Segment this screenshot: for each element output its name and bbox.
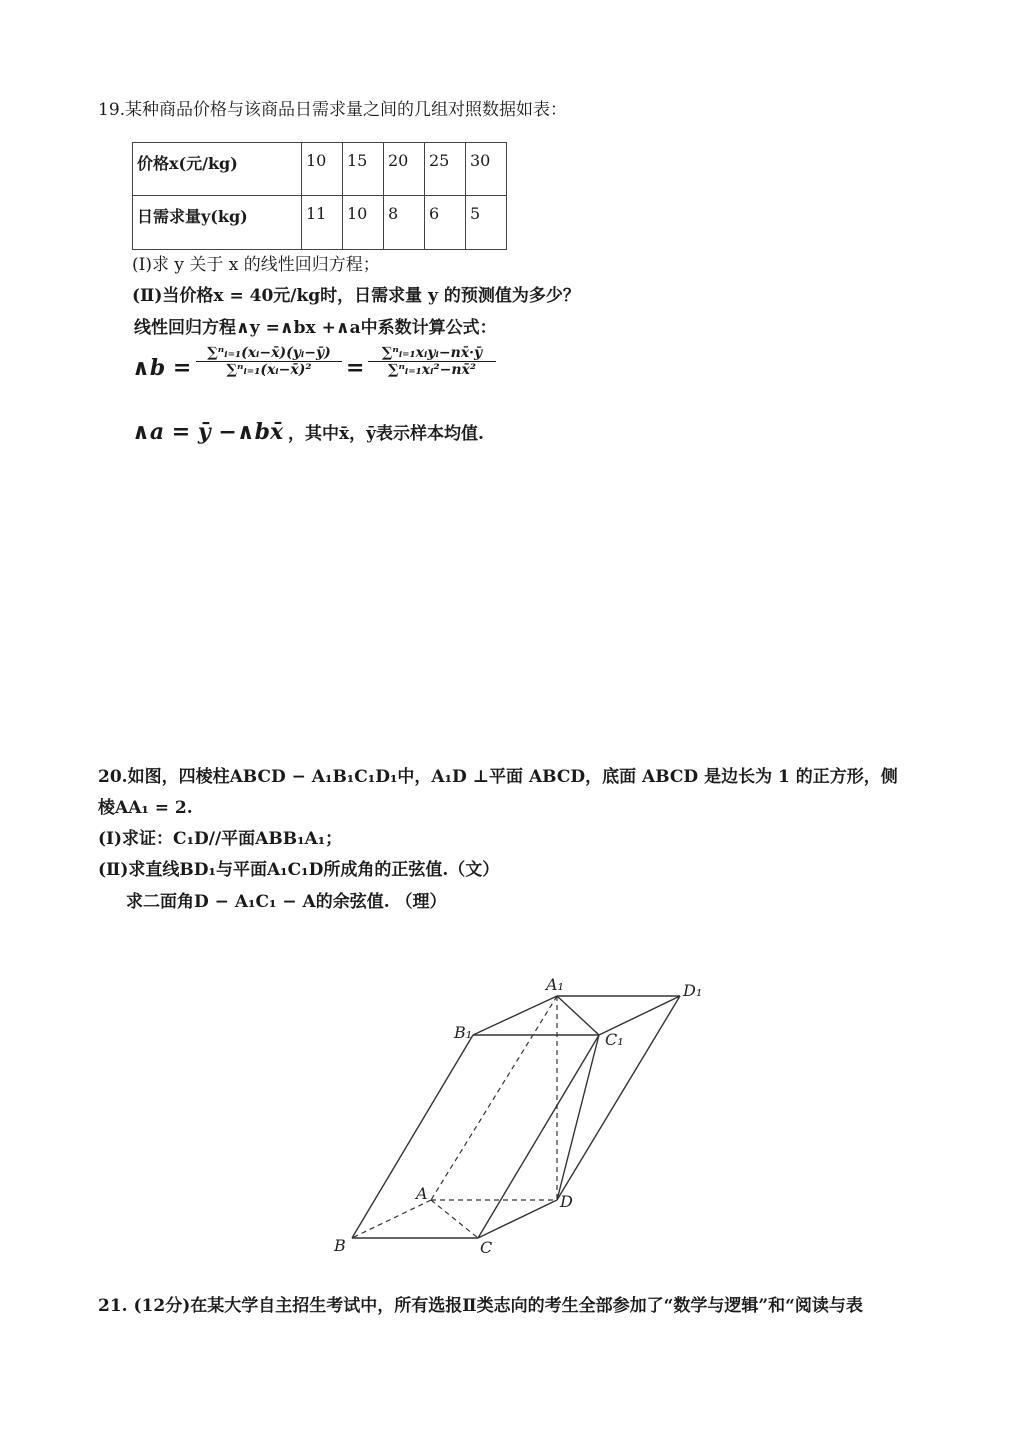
formula-a: ∧a = ȳ −∧bx̄: [132, 419, 284, 445]
q19-formula-intro: 线性回归方程∧y =∧bx +∧a中系数计算公式：: [134, 318, 497, 338]
label-a: A: [416, 1184, 428, 1203]
table-cell: 25: [425, 143, 466, 196]
q20-line1: 20.如图，四棱柱ABCD − A₁B₁C₁D₁中，A₁D ⊥平面 ABCD，底面 ABCD 是边长为 1 的正方形，侧: [98, 767, 898, 787]
label-b: B: [334, 1236, 346, 1255]
table-header-price: 价格x(元/kg): [133, 143, 302, 196]
table-cell: 10: [343, 196, 384, 250]
edge-c1c: [478, 1035, 599, 1238]
edge-ac-hidden: [431, 1200, 478, 1238]
q20-part2b: 求二面角D − A₁C₁ − A的余弦值. （理）: [126, 892, 447, 912]
q21-line1: 21. (12分)在某大学自主招生考试中，所有选报Ⅱ类志向的考生全部参加了“数学与逻辑”和“阅读与表: [98, 1296, 863, 1316]
label-a1: A₁: [546, 975, 564, 994]
formula-denominator: ∑ⁿᵢ₌₁(xᵢ−x̄)²: [226, 362, 312, 378]
label-c1: C₁: [605, 1030, 624, 1049]
table-cell: 15: [343, 143, 384, 196]
formula-equals: =: [346, 355, 365, 381]
label-d1: D₁: [683, 981, 703, 1000]
formula-denominator: ∑ⁿᵢ₌₁xᵢ²−nx̄²: [387, 362, 477, 378]
formula-numerator: ∑ⁿᵢ₌₁(xᵢ−x̄)(yᵢ−ȳ): [207, 345, 331, 361]
q20-part2: (Ⅱ)求直线BD₁与平面A₁C₁D所成角的正弦值.（文）: [98, 860, 500, 880]
label-b1: B₁: [454, 1023, 473, 1042]
table-row: [133, 143, 507, 196]
table-cell: 8: [384, 196, 425, 250]
formula-a-note: ，其中x̄，ȳ表示样本均值.: [288, 424, 484, 444]
q19-part1: (Ⅰ)求 y 关于 x 的线性回归方程；: [132, 255, 380, 275]
label-d: D: [560, 1192, 573, 1211]
table-cell: 10: [302, 143, 343, 196]
formula-b-fraction-1: [196, 345, 342, 378]
label-c: C: [480, 1238, 493, 1257]
edge-c1d: [557, 1035, 599, 1200]
edge-b1b: [352, 1035, 473, 1238]
table-cell: 6: [425, 196, 466, 250]
table-header-demand: 日需求量y(kg): [133, 196, 302, 250]
edge-a1a-hidden: [431, 996, 557, 1200]
table-row: [133, 196, 507, 250]
edge-a1b1: [473, 996, 557, 1035]
table-cell: 11: [302, 196, 343, 250]
q19-stem: 19.某种商品价格与该商品日需求量之间的几组对照数据如表：: [98, 100, 568, 120]
prism-figure: [320, 970, 730, 1260]
q19-part2: (Ⅱ)当价格x = 40元/kg时，日需求量 y 的预测值为多少？: [132, 286, 580, 306]
table-cell: 5: [466, 196, 507, 250]
formula-numerator: ∑ⁿᵢ₌₁xᵢyᵢ−nx̄·ȳ: [381, 345, 483, 361]
q20-part1: (Ⅰ)求证：C₁D//平面ABB₁A₁；: [98, 829, 343, 849]
data-table: [132, 142, 507, 250]
q20-line2: 棱AA₁ = 2.: [98, 798, 193, 818]
table-cell: 30: [466, 143, 507, 196]
edge-a1c1: [557, 996, 599, 1035]
formula-b-fraction-2: [368, 345, 496, 378]
formula-b-lhs: ∧b =: [132, 355, 192, 381]
table-cell: 20: [384, 143, 425, 196]
edge-d1d: [557, 996, 680, 1200]
